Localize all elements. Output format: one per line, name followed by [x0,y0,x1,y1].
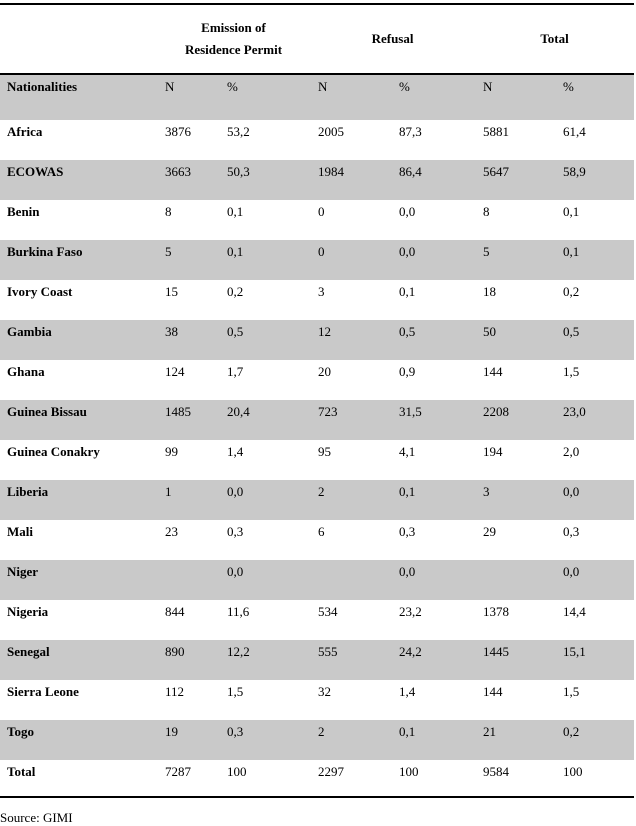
header-line: Residence Permit [184,42,283,57]
empty-header-cell [0,4,157,74]
row-value: 0,1 [391,480,475,520]
row-value: 7287 [157,760,219,797]
row-value: 0,1 [219,240,310,280]
row-value: 100 [391,760,475,797]
row-value: 0,0 [555,560,634,600]
row-value: 12,2 [219,640,310,680]
row-value: 20 [318,364,332,379]
sub-header-n: N [157,74,219,120]
row-value: 95 [318,444,332,459]
row-value: 890 [157,640,219,680]
row-value: 0,1 [555,240,634,280]
row-value: 0,5 [555,320,634,360]
row-value: 555 [310,640,391,680]
sub-header-n: N [475,74,555,120]
sub-header-percent: % [219,74,310,120]
row-value: 0,1 [563,204,580,219]
row-nationality: Guinea Bissau [0,400,157,440]
table-row [0,400,634,440]
row-value: 1984 [310,160,391,200]
table-row [0,120,634,160]
row-nationality: Senegal [0,640,157,680]
row-value: 723 [310,400,391,440]
row-value: 50,3 [219,160,310,200]
row-value: 0 [318,204,325,219]
row-value: 0,3 [227,524,244,539]
row-value: 21 [475,720,555,760]
row-value: 3663 [157,160,219,200]
row-value: 144 [483,684,503,699]
row-value: 0,1 [399,284,416,299]
table-row [0,520,634,560]
row-value: 2208 [475,400,555,440]
table-row [0,200,634,240]
row-nationality: Liberia [0,480,157,520]
header-total [475,4,634,74]
row-value: 1,4 [399,684,416,699]
row-value [157,560,219,600]
row-nationality: Mali [7,524,33,539]
row-value: 2297 [310,760,391,797]
table-row [0,280,634,320]
table-row [0,720,634,760]
table-body [0,120,634,797]
row-value: 15 [165,284,178,299]
row-value: 1 [157,480,219,520]
row-nationality: Sierra Leone [7,684,79,699]
table-row [0,440,634,480]
row-value: 1485 [157,400,219,440]
row-value: 12 [310,320,391,360]
row-nationality: Benin [7,204,40,219]
row-nationality: Burkina Faso [0,240,157,280]
row-value: 194 [483,444,503,459]
row-nationality: Total [0,760,157,797]
row-value: 0,3 [219,720,310,760]
row-value: 9584 [475,760,555,797]
row-value: 112 [165,684,185,699]
row-value: 0,0 [219,560,310,600]
row-value: 50 [475,320,555,360]
row-value: 1,5 [563,364,580,379]
row-value: 2 [310,480,391,520]
row-value: 19 [157,720,219,760]
row-value: 0,3 [399,524,416,539]
row-value: 534 [318,604,338,619]
row-value: 0,2 [227,284,244,299]
row-value: 2005 [318,124,345,139]
row-value: 0,0 [399,204,416,219]
header-line: Refusal [371,31,414,46]
row-nationality: Guinea Conakry [7,444,100,459]
row-nationality: Niger [0,560,157,600]
row-nationality: Nigeria [7,604,49,619]
row-value: 4,1 [399,444,416,459]
sub-header-row [0,74,634,120]
row-value: 20,4 [219,400,310,440]
header-line: Total [540,31,569,46]
group-header-row [0,4,634,74]
row-value: 0 [310,240,391,280]
row-value: 32 [318,684,332,699]
row-value: 58,9 [555,160,634,200]
row-value: 1378 [483,604,510,619]
header-line: Emission of [201,20,266,35]
row-value: 23,2 [399,604,422,619]
row-value: 87,3 [399,124,422,139]
row-value: 100 [555,760,634,797]
header-emission-of-residence-permit [157,4,310,74]
table-row [0,240,634,280]
row-value: 0,2 [555,720,634,760]
row-value: 844 [165,604,185,619]
source-note: Source: GIMI [0,810,73,825]
row-value: 0,0 [219,480,310,520]
row-value: 23 [165,524,178,539]
table-row [0,640,634,680]
row-value [310,560,391,600]
header-refusal [310,4,475,74]
row-value: 3 [318,284,325,299]
row-value: 0,3 [563,524,580,539]
row-value: 0,2 [563,284,580,299]
row-value: 0,0 [391,560,475,600]
row-value: 38 [157,320,219,360]
row-value: 0,1 [227,204,244,219]
row-nationality: Gambia [0,320,157,360]
row-value: 144 [483,364,503,379]
row-value: 61,4 [563,124,586,139]
row-value: 5881 [483,124,510,139]
row-value: 24,2 [391,640,475,680]
row-value: 0,1 [391,720,475,760]
sub-header-nationalities: Nationalities [0,74,157,120]
row-value: 2,0 [563,444,580,459]
row-nationality: Africa [7,124,43,139]
row-value: 1,4 [227,444,244,459]
table-row [0,360,634,400]
row-value: 0,5 [219,320,310,360]
row-value: 29 [483,524,497,539]
row-value: 1,7 [227,364,244,379]
row-value: 14,4 [563,604,586,619]
row-value: 5 [475,240,555,280]
table-row [0,600,634,640]
row-value: 3876 [165,124,191,139]
row-value: 3 [475,480,555,520]
row-value: 0,9 [399,364,416,379]
row-value: 86,4 [391,160,475,200]
table-row [0,480,634,520]
row-value: 99 [165,444,178,459]
row-nationality: Ivory Coast [7,284,73,299]
row-value: 5647 [475,160,555,200]
row-value: 100 [219,760,310,797]
row-value: 53,2 [227,124,250,139]
table-row [0,320,634,360]
row-value: 8 [165,204,172,219]
row-value: 6 [318,524,325,539]
sub-header-n: N [310,74,391,120]
row-value: 0,0 [555,480,634,520]
row-value: 1,5 [227,684,244,699]
table-row [0,560,634,600]
table-row [0,680,634,720]
row-value: 8 [483,204,490,219]
row-value: 18 [483,284,497,299]
row-value: 2 [310,720,391,760]
row-value: 1445 [475,640,555,680]
row-nationality: Ghana [7,364,45,379]
sub-header-percent: % [391,74,475,120]
row-value: 15,1 [555,640,634,680]
row-value: 31,5 [391,400,475,440]
table-row [0,160,634,200]
row-nationality: Togo [0,720,157,760]
row-value: 0,5 [391,320,475,360]
table-row [0,760,634,797]
nationalities-table [0,3,634,798]
row-value: 1,5 [563,684,580,699]
row-value: 0,0 [391,240,475,280]
row-value: 11,6 [227,604,250,619]
row-value: 5 [157,240,219,280]
sub-header-percent: % [555,74,634,120]
row-value [475,560,555,600]
row-value: 124 [165,364,185,379]
row-value: 23,0 [555,400,634,440]
row-nationality: ECOWAS [0,160,157,200]
